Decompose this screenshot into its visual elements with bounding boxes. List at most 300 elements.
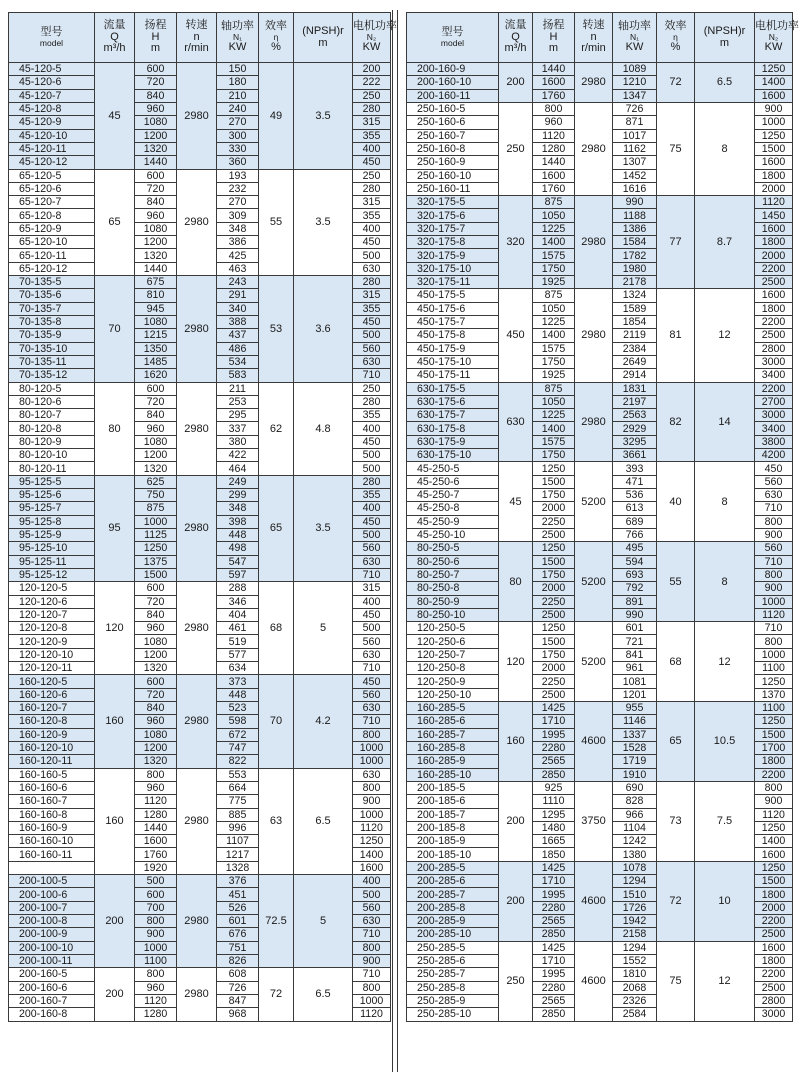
model-cell: 95-125-9 [9, 528, 95, 541]
table-row [9, 276, 391, 289]
head-cell: 720 [135, 76, 177, 89]
motor-power-cell: 1400 [755, 835, 793, 848]
head-cell: 600 [135, 63, 177, 76]
model-cell: 200-100-10 [9, 941, 95, 954]
motor-power-cell: 1500 [755, 142, 793, 155]
model-cell: 450-175-10 [407, 355, 499, 368]
model-cell: 160-285-6 [407, 715, 499, 728]
head-cell: 1250 [533, 462, 575, 475]
flow-cell: 450 [499, 289, 533, 382]
model-cell: 120-250-9 [407, 675, 499, 688]
head-cell: 1920 [135, 861, 177, 874]
table-row [9, 169, 391, 182]
head-cell: 1425 [533, 702, 575, 715]
flow-cell: 80 [499, 542, 533, 622]
shaft-power-cell: 822 [217, 755, 259, 768]
shaft-power-cell: 448 [217, 528, 259, 541]
header-speed-sym: n [193, 30, 200, 43]
head-cell: 2850 [533, 1008, 575, 1021]
shaft-power-cell: 613 [613, 502, 657, 515]
head-cell: 600 [135, 582, 177, 595]
motor-power-cell: 630 [755, 489, 793, 502]
motor-power-cell: 1000 [755, 648, 793, 661]
model-cell: 200-160-8 [9, 1008, 95, 1021]
head-cell: 1995 [533, 888, 575, 901]
header-speed [575, 13, 613, 63]
head-cell: 1400 [533, 329, 575, 342]
header-motor-cn: 电机功率 [755, 20, 799, 33]
shaft-power-cell: 2197 [613, 395, 657, 408]
shaft-power-cell: 180 [217, 76, 259, 89]
speed-cell: 2980 [575, 102, 613, 195]
motor-power-cell: 1800 [755, 755, 793, 768]
head-cell: 2280 [533, 741, 575, 754]
shaft-power-cell: 871 [613, 116, 657, 129]
motor-power-cell: 2500 [755, 329, 793, 342]
header-npsh-unit: m [719, 36, 730, 49]
npsh-cell: 6.5 [695, 63, 755, 103]
header-speed-unit: r/min [581, 42, 606, 55]
flow-cell: 250 [499, 941, 533, 1021]
model-cell: 95-125-8 [9, 515, 95, 528]
shaft-power-cell: 471 [613, 475, 657, 488]
motor-power-cell: 560 [353, 342, 391, 355]
header-head-cn: 扬程 [144, 19, 167, 32]
npsh-cell: 8 [695, 462, 755, 542]
shaft-power-cell: 1107 [217, 835, 259, 848]
shaft-power-cell: 594 [613, 555, 657, 568]
motor-power-cell: 500 [353, 449, 391, 462]
model-cell: 250-285-9 [407, 994, 499, 1007]
flow-cell: 45 [95, 63, 135, 170]
motor-power-cell: 1000 [353, 994, 391, 1007]
efficiency-cell: 55 [259, 169, 294, 276]
speed-cell: 2980 [177, 675, 217, 768]
header-shaft-cn: 轴功率 [618, 20, 651, 33]
head-cell: 1500 [533, 475, 575, 488]
npsh-cell: 14 [695, 382, 755, 462]
model-cell: 200-160-5 [9, 968, 95, 981]
model-cell: 320-175-9 [407, 249, 499, 262]
table-row [9, 675, 391, 688]
model-cell: 200-285-10 [407, 928, 499, 941]
header-head-cn: 扬程 [542, 19, 565, 32]
motor-power-cell: 2200 [755, 382, 793, 395]
shaft-power-cell: 1942 [613, 915, 657, 928]
head-cell: 1080 [135, 222, 177, 235]
head-cell: 2565 [533, 755, 575, 768]
flow-cell: 160 [499, 702, 533, 782]
motor-power-cell: 1000 [755, 116, 793, 129]
motor-power-cell: 1100 [755, 662, 793, 675]
head-cell: 1320 [135, 662, 177, 675]
head-cell: 1925 [533, 369, 575, 382]
head-cell: 1215 [135, 329, 177, 342]
head-cell: 720 [135, 688, 177, 701]
motor-power-cell: 2200 [755, 768, 793, 781]
motor-power-cell: 450 [755, 462, 793, 475]
efficiency-cell: 49 [259, 63, 294, 170]
head-cell: 1850 [533, 848, 575, 861]
shaft-power-cell: 693 [613, 568, 657, 581]
head-cell: 1280 [533, 142, 575, 155]
shaft-power-cell: 373 [217, 675, 259, 688]
header-head [533, 13, 575, 63]
motor-power-cell: 800 [755, 781, 793, 794]
shaft-power-cell: 828 [613, 795, 657, 808]
motor-power-cell: 315 [353, 582, 391, 595]
motor-power-cell: 560 [755, 475, 793, 488]
head-cell: 900 [135, 928, 177, 941]
shaft-power-cell: 425 [217, 249, 259, 262]
header-shaft-unit: KW [228, 41, 247, 54]
model-cell: 95-125-10 [9, 542, 95, 555]
shaft-power-cell: 1242 [613, 835, 657, 848]
shaft-power-cell: 1162 [613, 142, 657, 155]
head-cell: 1440 [135, 262, 177, 275]
head-cell: 1120 [533, 129, 575, 142]
shaft-power-cell: 885 [217, 808, 259, 821]
model-cell: 80-120-8 [9, 422, 95, 435]
shaft-power-cell: 2384 [613, 342, 657, 355]
head-cell: 1110 [533, 795, 575, 808]
shaft-power-cell: 1081 [613, 675, 657, 688]
shaft-power-cell: 2068 [613, 981, 657, 994]
shaft-power-cell: 751 [217, 941, 259, 954]
shaft-power-cell: 337 [217, 422, 259, 435]
shaft-power-cell: 990 [613, 196, 657, 209]
shaft-power-cell: 211 [217, 382, 259, 395]
motor-power-cell: 710 [755, 622, 793, 635]
motor-power-cell: 710 [755, 555, 793, 568]
head-cell: 750 [135, 489, 177, 502]
efficiency-cell: 62 [259, 382, 294, 475]
head-cell: 1750 [533, 489, 575, 502]
model-cell: 160-120-7 [9, 702, 95, 715]
head-cell: 2000 [533, 662, 575, 675]
shaft-power-cell: 1589 [613, 302, 657, 315]
motor-power-cell: 280 [353, 182, 391, 195]
model-cell: 630-175-8 [407, 422, 499, 435]
motor-power-cell: 800 [353, 781, 391, 794]
model-cell: 250-160-10 [407, 169, 499, 182]
head-cell: 1710 [533, 954, 575, 967]
model-cell: 450-175-7 [407, 315, 499, 328]
model-cell: 450-175-5 [407, 289, 499, 302]
header-model [407, 13, 499, 63]
header-shaft-unit: KW [625, 41, 644, 54]
motor-power-cell: 280 [353, 475, 391, 488]
head-cell: 1600 [533, 169, 575, 182]
shaft-power-cell: 1104 [613, 821, 657, 834]
shaft-power-cell: 270 [217, 116, 259, 129]
head-cell: 1750 [533, 568, 575, 581]
header-motor-cn: 电机功率 [353, 20, 397, 33]
model-cell: 160-120-6 [9, 688, 95, 701]
motor-power-cell: 2800 [755, 994, 793, 1007]
model-cell: 120-120-11 [9, 662, 95, 675]
model-cell: 160-160-5 [9, 768, 95, 781]
header-head-unit: m [150, 42, 161, 55]
shaft-power-cell: 299 [217, 489, 259, 502]
shaft-power-cell: 689 [613, 515, 657, 528]
motor-power-cell: 1600 [755, 941, 793, 954]
motor-power-cell: 1600 [755, 289, 793, 302]
head-cell: 1750 [533, 449, 575, 462]
efficiency-cell: 72 [259, 968, 294, 1021]
motor-power-cell: 450 [353, 435, 391, 448]
npsh-cell: 8 [695, 102, 755, 195]
shaft-power-cell: 1552 [613, 954, 657, 967]
npsh-cell: 12 [695, 289, 755, 382]
head-cell: 2250 [533, 515, 575, 528]
motor-power-cell: 222 [353, 76, 391, 89]
model-cell: 80-120-10 [9, 449, 95, 462]
right-spec-table [406, 12, 799, 1022]
head-cell: 2280 [533, 981, 575, 994]
head-cell: 1760 [135, 848, 177, 861]
motor-power-cell: 1800 [755, 236, 793, 249]
model-cell: 160-285-9 [407, 755, 499, 768]
model-cell: 160-285-5 [407, 702, 499, 715]
shaft-power-cell: 1328 [217, 861, 259, 874]
head-cell: 1925 [533, 276, 575, 289]
shaft-power-cell: 330 [217, 142, 259, 155]
shaft-power-cell: 672 [217, 728, 259, 741]
shaft-power-cell: 1337 [613, 728, 657, 741]
head-cell: 1225 [533, 409, 575, 422]
model-cell: 200-100-8 [9, 915, 95, 928]
header-head-sym: H [549, 30, 558, 43]
head-cell: 1320 [135, 142, 177, 155]
model-cell: 45-120-11 [9, 142, 95, 155]
shaft-power-cell: 295 [217, 409, 259, 422]
motor-power-cell: 250 [353, 89, 391, 102]
motor-power-cell: 2500 [755, 928, 793, 941]
shaft-power-cell: 3295 [613, 435, 657, 448]
head-cell: 1600 [533, 76, 575, 89]
shaft-power-cell: 243 [217, 276, 259, 289]
speed-cell: 5200 [575, 462, 613, 542]
head-cell: 1480 [533, 821, 575, 834]
head-cell: 1225 [533, 222, 575, 235]
head-cell: 500 [135, 875, 177, 888]
speed-cell: 5200 [575, 542, 613, 622]
motor-power-cell: 710 [353, 662, 391, 675]
shaft-power-cell: 841 [613, 648, 657, 661]
header-speed [177, 13, 217, 63]
motor-power-cell: 630 [353, 555, 391, 568]
motor-power-cell: 280 [353, 276, 391, 289]
flow-cell: 250 [499, 102, 533, 195]
header-row [9, 13, 391, 63]
motor-power-cell: 1250 [755, 861, 793, 874]
head-cell: 1710 [533, 715, 575, 728]
model-cell: 80-120-6 [9, 395, 95, 408]
shaft-power-cell: 150 [217, 63, 259, 76]
motor-power-cell: 800 [353, 728, 391, 741]
model-cell: 320-175-5 [407, 196, 499, 209]
header-model-cn: 型号 [441, 26, 464, 38]
model-cell: 450-175-6 [407, 302, 499, 315]
efficiency-cell: 65 [657, 702, 695, 782]
motor-power-cell: 800 [353, 981, 391, 994]
head-cell: 1320 [135, 755, 177, 768]
motor-power-cell: 355 [353, 409, 391, 422]
motor-power-cell: 450 [353, 315, 391, 328]
model-cell: 80-250-6 [407, 555, 499, 568]
model-cell: 630-175-5 [407, 382, 499, 395]
model-cell: 200-185-9 [407, 835, 499, 848]
shaft-power-cell: 346 [217, 595, 259, 608]
npsh-cell: 3.6 [294, 276, 353, 383]
model-cell: 200-160-11 [407, 89, 499, 102]
npsh-cell: 8.7 [695, 196, 755, 289]
model-cell: 200-100-9 [9, 928, 95, 941]
header-npsh-cn: (NPSH)r [703, 25, 746, 37]
model-cell: 200-160-6 [9, 981, 95, 994]
motor-power-cell: 500 [353, 249, 391, 262]
model-cell: 120-250-7 [407, 648, 499, 661]
head-cell: 1000 [135, 515, 177, 528]
shaft-power-cell: 486 [217, 342, 259, 355]
shaft-power-cell: 249 [217, 475, 259, 488]
npsh-cell: 4.8 [294, 382, 353, 475]
speed-cell: 3750 [575, 781, 613, 861]
speed-cell: 2980 [575, 289, 613, 382]
motor-power-cell: 900 [755, 795, 793, 808]
model-cell: 120-120-5 [9, 582, 95, 595]
npsh-cell: 5 [294, 582, 353, 675]
model-cell: 160-160-7 [9, 795, 95, 808]
shaft-power-cell: 210 [217, 89, 259, 102]
motor-power-cell: 400 [353, 595, 391, 608]
head-cell: 1485 [135, 355, 177, 368]
model-cell: 250-285-6 [407, 954, 499, 967]
model-cell: 65-120-10 [9, 236, 95, 249]
motor-power-cell: 2000 [755, 249, 793, 262]
head-cell: 840 [135, 608, 177, 621]
shaft-power-cell: 348 [217, 222, 259, 235]
shaft-power-cell: 1217 [217, 848, 259, 861]
head-cell: 1200 [135, 449, 177, 462]
motor-power-cell: 400 [353, 502, 391, 515]
npsh-cell: 10.5 [695, 702, 755, 782]
head-cell: 2565 [533, 915, 575, 928]
model-cell [9, 861, 95, 874]
model-cell: 120-250-8 [407, 662, 499, 675]
efficiency-cell: 65 [259, 475, 294, 582]
flow-cell: 160 [95, 675, 135, 768]
motor-power-cell: 2500 [755, 276, 793, 289]
motor-power-cell: 450 [353, 675, 391, 688]
head-cell: 840 [135, 702, 177, 715]
column-divider [392, 10, 398, 1072]
model-cell: 630-175-10 [407, 449, 499, 462]
shaft-power-cell: 553 [217, 768, 259, 781]
model-cell: 70-135-5 [9, 276, 95, 289]
model-cell: 630-175-9 [407, 435, 499, 448]
shaft-power-cell: 1726 [613, 901, 657, 914]
model-cell: 200-185-8 [407, 821, 499, 834]
motor-power-cell: 710 [353, 968, 391, 981]
table-row [407, 781, 793, 794]
head-cell: 1440 [533, 63, 575, 76]
shaft-power-cell: 253 [217, 395, 259, 408]
header-model-en: model [39, 37, 64, 48]
model-cell: 65-120-11 [9, 249, 95, 262]
model-cell: 450-175-9 [407, 342, 499, 355]
table-row [9, 768, 391, 781]
shaft-power-cell: 690 [613, 781, 657, 794]
model-cell: 80-120-11 [9, 462, 95, 475]
shaft-power-cell: 404 [217, 608, 259, 621]
head-cell: 945 [135, 302, 177, 315]
motor-power-cell: 560 [353, 542, 391, 555]
head-cell: 1575 [533, 249, 575, 262]
head-cell: 720 [135, 182, 177, 195]
head-cell: 1750 [533, 648, 575, 661]
shaft-power-cell: 598 [217, 715, 259, 728]
header-eff [259, 13, 294, 63]
shaft-power-cell: 300 [217, 129, 259, 142]
head-cell: 1425 [533, 861, 575, 874]
model-cell: 45-250-5 [407, 462, 499, 475]
model-cell: 70-135-12 [9, 369, 95, 382]
shaft-power-cell: 968 [217, 1008, 259, 1021]
motor-power-cell: 1250 [755, 129, 793, 142]
head-cell: 2000 [533, 502, 575, 515]
model-cell: 70-135-6 [9, 289, 95, 302]
model-cell: 250-285-8 [407, 981, 499, 994]
shaft-power-cell: 464 [217, 462, 259, 475]
head-cell: 1125 [135, 528, 177, 541]
motor-power-cell: 900 [353, 954, 391, 967]
model-cell: 630-175-7 [407, 409, 499, 422]
shaft-power-cell: 1980 [613, 262, 657, 275]
model-cell: 200-100-6 [9, 888, 95, 901]
header-flow-sym: Q [511, 30, 520, 43]
head-cell: 1295 [533, 808, 575, 821]
npsh-cell: 3.5 [294, 475, 353, 582]
header-eff-cn: 效率 [664, 20, 687, 33]
shaft-power-cell: 2326 [613, 994, 657, 1007]
motor-power-cell: 630 [353, 768, 391, 781]
efficiency-cell: 40 [657, 462, 695, 542]
head-cell: 2500 [533, 608, 575, 621]
head-cell: 1280 [135, 1008, 177, 1021]
model-cell: 95-125-7 [9, 502, 95, 515]
shaft-power-cell: 1584 [613, 236, 657, 249]
head-cell: 800 [135, 968, 177, 981]
model-cell: 45-120-10 [9, 129, 95, 142]
header-npsh [695, 13, 755, 63]
head-cell: 800 [135, 915, 177, 928]
npsh-cell: 3.5 [294, 169, 353, 276]
model-cell: 160-160-10 [9, 835, 95, 848]
head-cell: 1620 [135, 369, 177, 382]
head-cell: 675 [135, 276, 177, 289]
model-cell: 80-250-10 [407, 608, 499, 621]
head-cell: 875 [533, 382, 575, 395]
motor-power-cell: 1800 [755, 954, 793, 967]
head-cell: 1750 [533, 355, 575, 368]
model-cell: 200-160-7 [9, 994, 95, 1007]
shaft-power-cell: 448 [217, 688, 259, 701]
motor-power-cell: 500 [353, 888, 391, 901]
shaft-power-cell: 2178 [613, 276, 657, 289]
speed-cell: 4600 [575, 861, 613, 941]
